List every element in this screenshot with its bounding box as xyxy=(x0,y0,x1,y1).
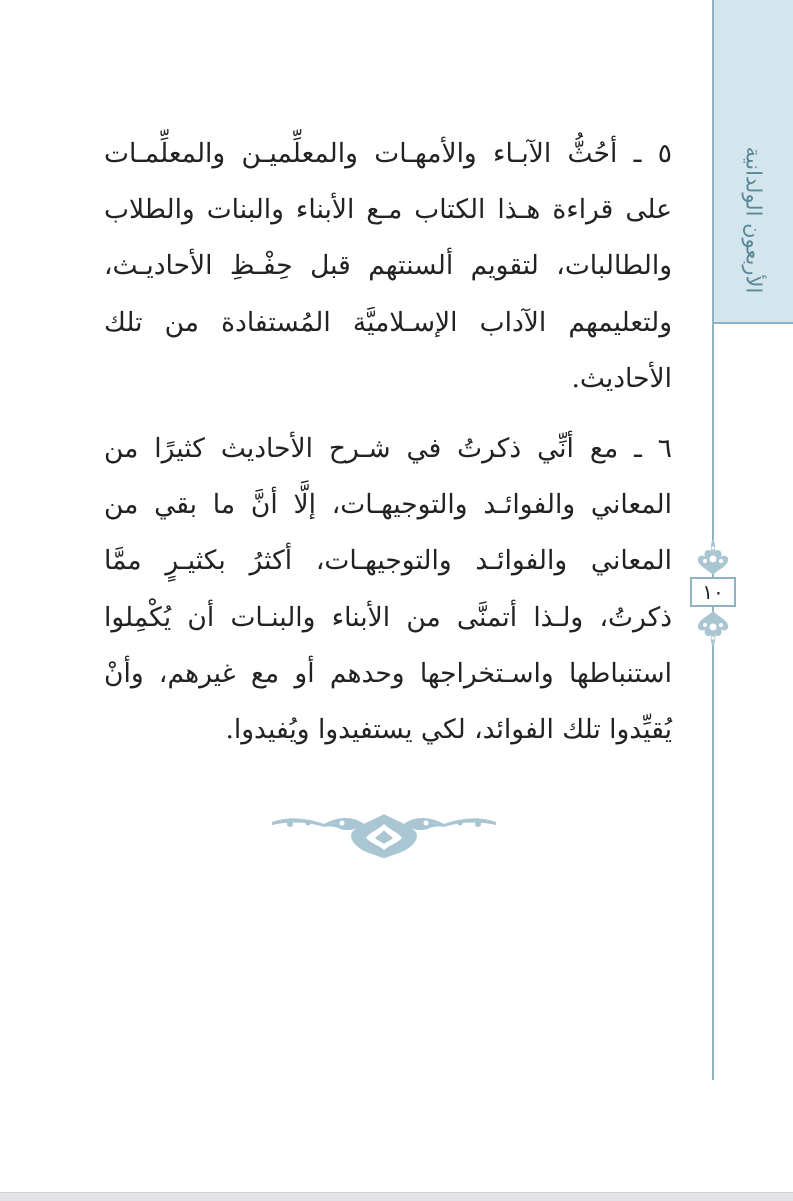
page-number-box xyxy=(690,577,736,607)
book-title: الأربعون الولدانية xyxy=(741,146,766,294)
floral-ornament-icon xyxy=(694,609,732,649)
side-band-bottom-line xyxy=(714,322,793,324)
side-title xyxy=(714,120,793,320)
floral-divider-icon xyxy=(268,810,500,860)
floral-ornament-icon xyxy=(694,537,732,577)
text-body xyxy=(104,126,672,758)
page-number: ١٠ xyxy=(702,580,724,604)
paragraph-5: ٥ ـ أحُثُّ الآبـاء والأمهـات والمعلِّميـن والمعلِّمـات على قراءة هـذا الكتاب مـع الأبناء والبنات والطلاب والطالبات، لتقويم ألسنتهم قبل حِفْـظِ الأحاديـث، ولتعليمهم الآداب الإسـلاميَّة المُستفادة من تلك الأحاديث. xyxy=(104,138,672,394)
paragraph-6: ٦ ـ مع أنِّي ذكرتُ في شـرح الأحاديث كثيرًا من المعاني والفوائـد والتوجيهـات، إلَّا أنَّ ما بقي من المعاني والفوائـد والتوجيهـات، أكثرُ بكثيـرٍ ممَّا ذكرتُ، ولـذا أتمنَّى من الأبناء والبنـات أن يُكْمِلوا استنباطها واسـتخراجها وحدهم أو مع غيرهم، وأنْ يُقيِّدوا تلك الفوائد، لكي يستفيدوا ويُفيدوا. xyxy=(104,433,672,746)
